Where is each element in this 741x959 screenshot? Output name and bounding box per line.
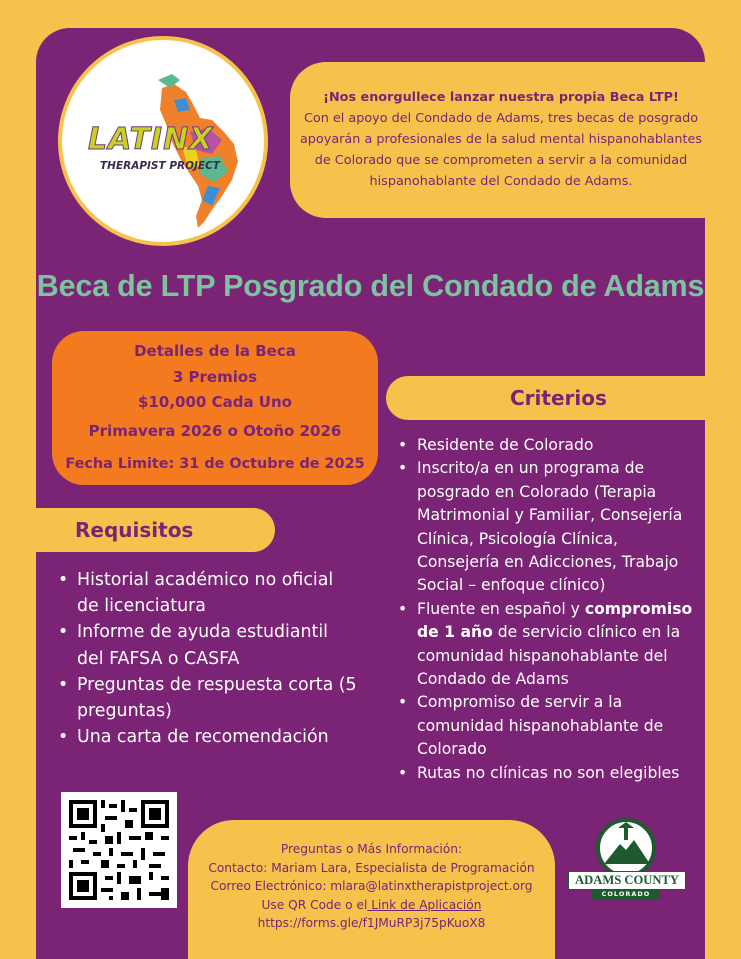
qr-pattern [61, 792, 177, 908]
contact-box [188, 820, 555, 959]
details-terms: Primavera 2026 o Otoño 2026 [88, 422, 342, 440]
contact-line-link [188, 896, 555, 915]
fluent-post: de servicio clínico en la comunidad hispanohablante del Condado de Adams [417, 623, 681, 689]
county-name: ADAMS COUNTY [568, 871, 686, 890]
details-heading: Detalles de la Beca [134, 342, 296, 360]
page-title: Beca de LTP Posgrado del Condado de Adams [36, 269, 705, 303]
criteria-heading: Criterios [386, 376, 741, 420]
contact-line-questions: Preguntas o Más Información: [280, 842, 463, 856]
requirements-heading: Requisitos [0, 508, 275, 552]
county-state: COLORADO [592, 890, 660, 899]
fluent-pre: Fluente en español y [417, 599, 585, 618]
fluent-bold: compromiso de 1 año [417, 599, 693, 642]
logo-subtitle: THERAPIST PROJECT [100, 160, 220, 172]
list-item: • Historial académico no oficial de licenciatura [58, 567, 358, 619]
intro-headline: ¡Nos enorgullece lanzar nuestra propia Beca LTP! [323, 90, 679, 105]
list-item [398, 598, 698, 692]
link-prefix: Use QR Code o el [261, 897, 368, 912]
intro-body: Con el apoyo del Condado de Adams, tres becas de posgrado apoyarán a profesionales de la salud mental hispanohablantes de Colorado que se comprometen a servir a la comunidad hispanohablante del Condado de Adams. [299, 111, 703, 189]
logo-wordmark: LATINX [88, 122, 214, 157]
application-url[interactable]: https://forms.gle/f1JMuRP3j75pKuoX8 [257, 916, 486, 930]
list-item: • Residente de Colorado [398, 434, 698, 457]
list-item: • Informe de ayuda estudiantil del FAFSA o CASFA [58, 619, 358, 671]
details-amount: $10,000 Cada Uno [138, 393, 292, 411]
intro-box [290, 62, 722, 218]
contact-line-email[interactable]: Correo Electrónico: mlara@latinxtherapistproject.org [210, 879, 533, 893]
latinx-logo [58, 36, 268, 246]
qr-code-icon[interactable] [61, 792, 177, 908]
scholarship-details [52, 331, 378, 485]
criteria-list [398, 434, 698, 785]
requirements-list [58, 567, 358, 750]
contact-line-person: Contacto: Mariam Lara, Especialista de Programación [208, 860, 535, 875]
list-item: • Una carta de recomendación [58, 724, 358, 750]
list-item: • Rutas no clínicas no son elegibles [398, 762, 698, 785]
list-item: • Inscrito/a en un programa de posgrado en Colorado (Terapia Matrimonial y Familiar, Consejería Clínica, Psicología Clínica, Consejería en Adicciones, Trabajo Social – enfoque clínico) [398, 457, 698, 597]
details-awards: 3 Premios [172, 368, 258, 386]
list-item: • Compromiso de servir a la comunidad hispanohablante de Colorado [398, 691, 698, 761]
details-deadline: Fecha Limite: 31 de Octubre de 2025 [65, 456, 365, 472]
application-link[interactable]: Link de Aplicación [367, 897, 482, 912]
list-item: • Preguntas de respuesta corta (5 preguntas) [58, 672, 358, 724]
